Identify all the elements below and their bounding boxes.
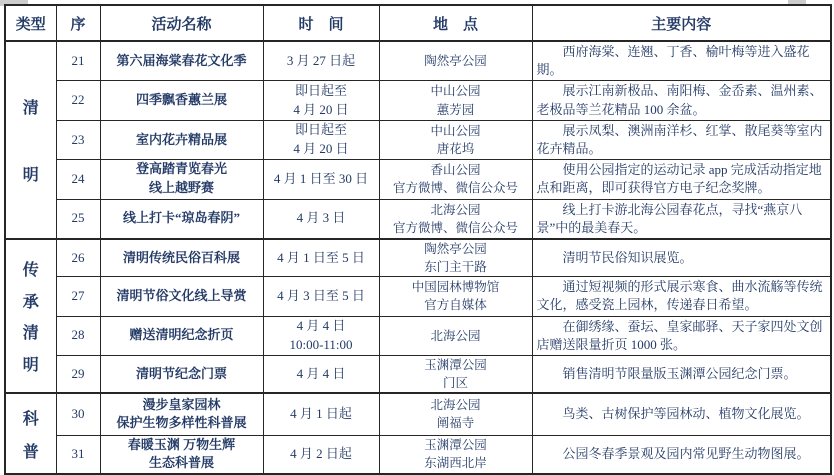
- activity-content: [532, 239, 831, 277]
- row-number-line: 31: [71, 446, 85, 462]
- activity-place: [379, 199, 532, 239]
- row-number: [56, 393, 100, 435]
- activity-content-text: 在御绣缘、蚕坛、皇家邮驿、天子家四处文创店赠送限量折页 1000 张。: [536, 318, 823, 352]
- activity-place-line: 北海公园: [430, 398, 481, 413]
- activity-time-line: 4 月 20 日: [293, 140, 349, 156]
- type-char: 清: [22, 99, 39, 117]
- activity-place-line: 官方自媒体: [424, 298, 487, 313]
- activity-time: [263, 355, 379, 393]
- activity-place: [379, 160, 532, 199]
- type-group-chars: [23, 248, 39, 384]
- activity-place-line: 中山公园: [430, 84, 481, 99]
- activity-content: [532, 199, 831, 239]
- activity-time: [263, 120, 379, 159]
- activity-table: [4, 4, 832, 475]
- activity-place: [379, 239, 532, 277]
- activity-place: [379, 41, 532, 81]
- activity-name-line: 春暖玉渊 万物生辉: [127, 436, 236, 452]
- activity-content: [532, 316, 831, 355]
- activity-place-line: 玉渊潭公园: [424, 357, 487, 372]
- activity-content-text: 展示凤梨、澳洲南洋杉、红掌、散尾葵等室内花卉精品。: [536, 122, 823, 156]
- activity-place: [379, 81, 532, 120]
- activity-name-line: 线上越野赛: [148, 180, 214, 196]
- activity-name: [100, 435, 263, 474]
- activity-name-line: 赠送清明纪念折页: [129, 327, 234, 343]
- activity-content-text: 西府海棠、连翘、丁香、榆叶梅等进入盛花期。: [536, 44, 810, 78]
- row-number-line: 24: [71, 170, 85, 186]
- activity-content-text: 销售清明节限量版玉渊潭公园纪念门票。: [562, 365, 797, 381]
- type-group-label: [5, 239, 56, 393]
- col-header-place: 地 点: [379, 5, 532, 41]
- activity-time: [263, 41, 379, 81]
- activity-name-line: 清明节纪念门票: [135, 365, 227, 381]
- activity-time-line: 即日起至: [294, 122, 347, 138]
- table-row: [5, 81, 831, 120]
- activity-content: [532, 81, 831, 120]
- type-char: 清: [22, 325, 39, 343]
- activity-place-line: 门区: [442, 376, 468, 390]
- activity-place: [379, 435, 532, 474]
- activity-content: [532, 277, 831, 316]
- activity-time: [263, 239, 379, 277]
- row-number: [56, 316, 100, 355]
- activity-name-line: 四季飘香蕙兰展: [135, 92, 227, 108]
- activity-time-line: 即日起至: [294, 82, 347, 98]
- activity-place-line: 玉渊潭公园: [424, 438, 487, 453]
- row-number-line: 27: [71, 287, 85, 303]
- type-char: 承: [22, 293, 39, 311]
- row-number-line: 30: [71, 405, 85, 421]
- activity-content-text: 使用公园指定的运动记录 app 完成活动指定地点和距离，即可获得官方电子纪念奖牌。: [536, 162, 822, 196]
- activity-time: [263, 435, 379, 474]
- table-row: [5, 316, 831, 355]
- activity-name: [100, 393, 263, 435]
- activity-content-text: 通过短视频的形式展示寒食、曲水流觞等传统文化，感受瓷上园林，传递春日希望。: [536, 279, 823, 313]
- activity-place-line: 唐花坞: [436, 141, 475, 156]
- row-number-line: 22: [71, 92, 85, 108]
- activity-content: [532, 41, 831, 81]
- table-row: [5, 199, 831, 239]
- activity-place-line: 陶然亭公园: [424, 241, 487, 256]
- row-number-line: 28: [71, 327, 85, 343]
- table-row: [5, 277, 831, 316]
- row-number: [56, 355, 100, 393]
- activity-name-line: 登高踏青览春光: [135, 161, 227, 177]
- row-number: [56, 120, 100, 159]
- type-group-label: [5, 41, 56, 239]
- activity-name-line: 第六届海棠春花文化季: [116, 52, 247, 68]
- activity-name: [100, 199, 263, 239]
- activity-place-line: 东湖西北岸: [424, 456, 487, 471]
- activity-place-line: 陶然亭公园: [424, 54, 487, 69]
- activity-content: [532, 120, 831, 159]
- row-number: [56, 81, 100, 120]
- type-char: 传: [22, 261, 39, 279]
- activity-name: [100, 120, 263, 159]
- activity-time-line: 4 月 1 日至 30 日: [273, 170, 369, 186]
- activity-time-line: 4 月 20 日: [293, 101, 349, 117]
- activity-place: [379, 393, 532, 435]
- activity-content-text: 线上打卡游北海公园春花点，寻找“燕京八景”中的最美春天。: [536, 201, 803, 235]
- activity-time-line: 4 月 1 日起: [290, 405, 352, 421]
- table-row: [5, 120, 831, 159]
- activity-content-text: 清明节民俗知识展览。: [562, 249, 693, 265]
- activity-content: [532, 160, 831, 199]
- row-number: [56, 277, 100, 316]
- activity-time-line: 4 月 1 日至 5 日: [277, 249, 365, 265]
- type-char: 科: [22, 410, 39, 428]
- activity-name-line: 漫步皇家园林: [142, 396, 221, 412]
- type-group-label: [5, 393, 56, 474]
- type-group-chars: [23, 50, 39, 230]
- col-header-content: 主要内容: [532, 5, 831, 41]
- table-row: [5, 435, 831, 474]
- activity-place: [379, 316, 532, 355]
- activity-time: [263, 160, 379, 199]
- row-number: [56, 199, 100, 239]
- activity-place: [379, 277, 532, 316]
- table-row: [5, 160, 831, 199]
- activity-time: [263, 199, 379, 239]
- type-group-chars: [23, 396, 39, 471]
- activity-place-line: 香山公园: [430, 163, 481, 178]
- activity-place-line: 北海公园: [430, 202, 481, 217]
- row-number: [56, 160, 100, 199]
- row-number-line: 29: [71, 365, 85, 381]
- table-row: [5, 239, 831, 277]
- activity-name: [100, 41, 263, 81]
- activity-place-line: 蕙芳园: [436, 102, 475, 117]
- row-number: [56, 41, 100, 81]
- row-number: [56, 435, 100, 474]
- activity-content: [532, 393, 831, 435]
- col-header-time: 时 间: [263, 5, 379, 41]
- activity-place-line: 中山公园: [430, 123, 481, 138]
- activity-time: [263, 277, 379, 316]
- activity-name: [100, 239, 263, 277]
- activity-name-line: 室内花卉精品展: [135, 131, 227, 147]
- activity-place-line: 官方微博、微信公众号: [392, 181, 518, 196]
- type-char: 普: [22, 443, 39, 461]
- activity-place-line: 东门主干路: [424, 260, 487, 274]
- type-char: 明: [22, 357, 39, 375]
- activity-place: [379, 355, 532, 393]
- type-char: 明: [22, 167, 39, 185]
- activity-content: [532, 435, 831, 474]
- activity-content-text: 展示江南新极品、南阳梅、金岙素、温州素、老极品等兰花精品 100 余盆。: [536, 83, 823, 117]
- activity-name-line: 清明节俗文化线上导赏: [116, 287, 247, 303]
- header-row: [5, 5, 831, 41]
- table-row: [5, 393, 831, 435]
- activity-place-line: 中国园林博物馆: [411, 280, 500, 295]
- activity-name-line: 保护生物多样性科普展: [116, 415, 247, 431]
- activity-place-line: 官方微博、微信公众号: [392, 220, 518, 235]
- activity-name: [100, 160, 263, 199]
- activity-name: [100, 355, 263, 393]
- activity-time: [263, 81, 379, 120]
- activity-time-line: 10:00-11:00: [289, 336, 353, 352]
- activity-name-line: 清明传统民俗百科展: [122, 249, 240, 265]
- activity-time: [263, 316, 379, 355]
- activity-content-text: 鸟类、古树保护等园林动、植物文化展览。: [562, 406, 810, 422]
- row-number-line: 23: [71, 131, 85, 147]
- activity-content: [532, 355, 831, 393]
- row-number: [56, 239, 100, 277]
- activity-name-line: 线上打卡“琼岛春阴”: [122, 210, 240, 226]
- row-number-line: 25: [71, 210, 85, 226]
- activity-content-text: 公园冬春季景观及园内常见野生动物图展。: [562, 446, 810, 462]
- activity-name: [100, 277, 263, 316]
- col-header-num: 序: [56, 5, 100, 41]
- activity-time-line: 4 月 3 日: [296, 210, 346, 226]
- table-row: [5, 355, 831, 393]
- activity-time: [263, 393, 379, 435]
- activity-name: [100, 81, 263, 120]
- activity-time-line: 3 月 27 日起: [286, 52, 356, 68]
- table-row: [5, 41, 831, 81]
- activity-time-line: 4 月 3 日至 5 日: [277, 287, 365, 303]
- activity-time-line: 4 月 2 日起: [290, 446, 352, 462]
- activity-table-body: [5, 41, 831, 474]
- col-header-type: 类型: [5, 5, 56, 41]
- col-header-name: 活动名称: [100, 5, 263, 41]
- activity-place: [379, 120, 532, 159]
- activity-place-line: 北海公园: [430, 328, 481, 343]
- activity-name: [100, 316, 263, 355]
- activity-time-line: 4 月 4 日: [296, 317, 346, 333]
- activity-place-line: 阐福寺: [436, 416, 475, 431]
- activity-name-line: 生态科普展: [148, 455, 214, 471]
- row-number-line: 21: [71, 52, 85, 68]
- row-number-line: 26: [71, 249, 85, 265]
- activity-time-line: 4 月 4 日: [296, 365, 346, 381]
